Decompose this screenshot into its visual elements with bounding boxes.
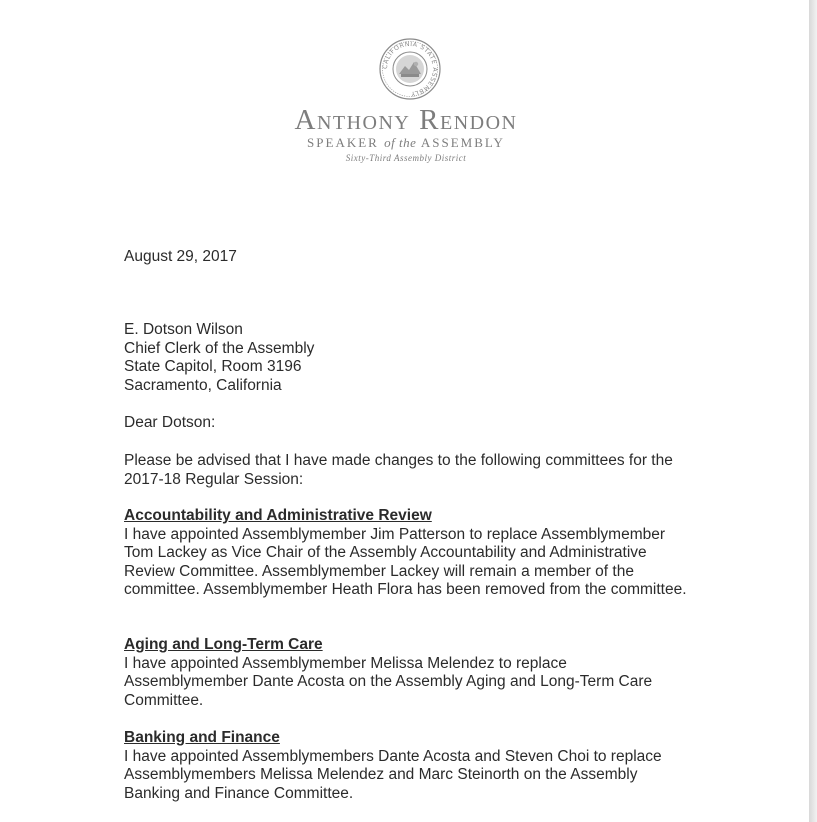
letterhead-title-of-the: of the bbox=[384, 135, 417, 150]
recipient-title: Chief Clerk of the Assembly bbox=[124, 339, 315, 357]
section-aging bbox=[124, 636, 686, 710]
letterhead-title bbox=[200, 135, 612, 151]
letterhead-name bbox=[200, 104, 612, 137]
recipient-name: E. Dotson Wilson bbox=[124, 321, 243, 338]
letter-date: August 29, 2017 bbox=[124, 248, 237, 265]
section-accountability bbox=[124, 507, 696, 600]
letterhead-last-name: Rendon bbox=[419, 104, 518, 136]
letterhead-first-name: Anthony bbox=[294, 104, 411, 136]
recipient-address-line2: Sacramento, California bbox=[124, 376, 282, 394]
section-text: I have appointed Assemblymembers Dante Acosta and Steven Choi to replace Assemblymembers Melissa Melendez and Marc Steinorth on the Assembly Banking and Finance Committee. bbox=[124, 747, 662, 802]
section-heading: Banking and Finance bbox=[124, 729, 280, 746]
svg-text:CALIFORNIA STATE ASSEMBLY: CALIFORNIA STATE ASSEMBLY bbox=[381, 40, 439, 98]
letterhead-district: Sixty-Third Assembly District bbox=[345, 153, 467, 163]
section-heading: Aging and Long-Term Care bbox=[124, 636, 323, 653]
recipient-address bbox=[124, 321, 724, 395]
section-text: I have appointed Assemblymember Jim Patterson to replace Assemblymember Tom Lackey as Vice Chair of the Assembly Accountability and Administrative Review Committee. Assemblymember Lackey will remain a member of the committee. Assemblymember Heath Flora has been removed from the committee. bbox=[124, 525, 687, 598]
section-heading: Accountability and Administrative Review bbox=[124, 507, 432, 524]
section-banking bbox=[124, 729, 696, 803]
letterhead-title-suffix: ASSEMBLY bbox=[420, 135, 505, 150]
salutation: Dear Dotson: bbox=[124, 414, 216, 431]
letterhead-title-prefix: SPEAKER bbox=[307, 135, 379, 150]
section-text: I have appointed Assemblymember Melissa Melendez to replace Assemblymember Dante Acosta on the Assembly Aging and Long-Term Care Committee. bbox=[124, 654, 653, 709]
assembly-seal-icon bbox=[379, 38, 441, 100]
intro-paragraph: Please be advised that I have made changes to the following committees for the 2017-18 Regular Session: bbox=[124, 452, 673, 488]
recipient-address-line1: State Capitol, Room 3196 bbox=[124, 358, 302, 375]
page-edge-shadow bbox=[809, 0, 817, 822]
